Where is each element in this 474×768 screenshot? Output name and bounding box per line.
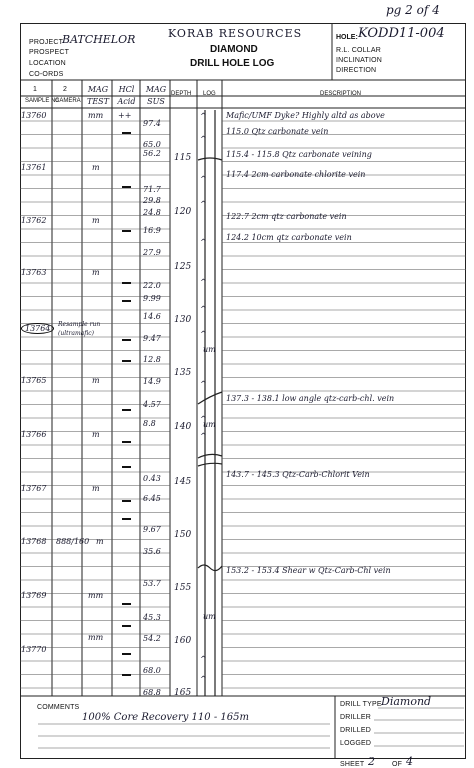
hole-label: HOLE: — [336, 34, 358, 41]
mag-test-value: m — [92, 430, 100, 439]
log-symbol: ^ — [200, 655, 207, 664]
sheet-value: 2 — [368, 755, 375, 768]
location-label: LOCATION — [29, 60, 66, 67]
description-line: 124.2 10cm qtz carbonate vein — [226, 233, 352, 242]
hcl-dash-mark — [122, 603, 131, 605]
hcl-dash-mark — [122, 300, 131, 302]
description-line: Mafic/UMF Dyke? Highly altd as above — [226, 111, 385, 120]
log-symbol: ^ — [200, 415, 207, 424]
col-1-label: 1 — [33, 86, 38, 93]
description-line: 143.7 - 145.3 Qtz-Carb-Chlorit Vein — [226, 470, 370, 479]
company-name: KORAB RESOURCES — [168, 27, 303, 40]
of-label: OF — [392, 761, 403, 768]
sample-no-label: SAMPLE No — [25, 98, 59, 104]
resample-note: Resample run (ultramafic) — [58, 321, 101, 337]
mag-test-value: m — [92, 268, 100, 277]
depth-marker: 120 — [174, 207, 192, 217]
hcl-dash-mark — [122, 339, 131, 341]
log-symbol: um — [203, 345, 216, 354]
mag-sus-value: 97.4 — [143, 119, 161, 128]
depth-label: DEPTH — [171, 91, 192, 97]
project-label: PROJECT — [29, 39, 64, 46]
depth-marker: 135 — [174, 368, 192, 378]
sheet-label: SHEET — [340, 761, 365, 768]
description-line: 137.3 - 138.1 low angle qtz-carb-chl. vein — [226, 394, 395, 403]
hcl-dash-mark — [122, 132, 131, 134]
mag-test-value: m — [92, 484, 100, 493]
sample-no: 13766 — [21, 430, 47, 439]
log-symbol: ^ — [200, 278, 207, 287]
mag-sus-value: 35.6 — [143, 547, 161, 556]
mag-sus-value: 0.43 — [143, 474, 161, 483]
mag-sus-value: 16.9 — [143, 226, 161, 235]
hcl-dash-mark — [122, 230, 131, 232]
description-label: DESCRIPTION — [320, 91, 362, 97]
title-diamond: DIAMOND — [210, 44, 258, 55]
project-value: BATCHELOR — [62, 33, 136, 46]
sample-no: 13760 — [21, 111, 47, 120]
hcl-dash-mark — [122, 625, 131, 627]
col-2-label: 2 — [63, 86, 68, 93]
log-symbol: ^ — [200, 135, 207, 144]
mag-sus-value: 71.7 — [143, 185, 161, 194]
log-symbol: ^ — [200, 305, 207, 314]
depth-marker: 140 — [174, 422, 192, 432]
direction-label: DIRECTION — [336, 67, 377, 74]
depth-marker: 150 — [174, 530, 192, 540]
mag-sus-label: MAG SUS — [145, 85, 167, 106]
mag-test-value: m — [92, 216, 100, 225]
log-symbol: ^ — [200, 432, 207, 441]
depth-marker: 130 — [174, 315, 192, 325]
hcl-dash-mark — [122, 466, 131, 468]
mag-test-label: MAG TEST — [87, 85, 109, 106]
mag-sus-value: 6.45 — [143, 494, 161, 503]
mag-test-value: mm — [88, 591, 104, 600]
depth-marker: 155 — [174, 583, 192, 593]
mag-sus-value: 29.8 — [143, 196, 161, 205]
hcl-dash-mark — [122, 409, 131, 411]
depth-marker: 115 — [174, 153, 192, 163]
page-number: pg 2 of 4 — [386, 3, 440, 17]
hcl-dash-mark — [122, 500, 131, 502]
log-symbol: ^ — [200, 112, 207, 121]
log-symbol: ^ — [200, 380, 207, 389]
logged-label: LOGGED — [340, 740, 372, 747]
log-symbol: ^ — [200, 175, 207, 184]
mag-sus-value: 45.3 — [143, 613, 161, 622]
mag-sus-value: 68.0 — [143, 666, 161, 675]
log-symbol: um — [203, 420, 216, 429]
mag-sus-value: 53.7 — [143, 579, 161, 588]
description-line: 122.7 2cm qtz carbonate vein — [226, 212, 347, 221]
camera-value: 888/160 — [56, 537, 90, 546]
mag-sus-value: 9.67 — [143, 525, 161, 534]
of-value: 4 — [406, 755, 413, 768]
sample-no: 13768 — [21, 537, 47, 546]
log-symbol: ^ — [200, 238, 207, 247]
depth-marker: 145 — [174, 477, 192, 487]
mag-sus-value: 9.99 — [143, 294, 161, 303]
title-drill-hole-log: DRILL HOLE LOG — [190, 58, 275, 69]
coords-label: CO-ORDS — [29, 71, 64, 78]
hcl-acid-label: HCl Acid — [117, 85, 136, 106]
sample-no: 13761 — [21, 163, 47, 172]
drill-type-value: Diamond — [381, 695, 432, 708]
hcl-dash-mark — [122, 186, 131, 188]
drilled-label: DRILLED — [340, 727, 371, 734]
mag-sus-value: 14.6 — [143, 312, 161, 321]
mag-sus-value: 68.8 — [143, 688, 161, 697]
mag-sus-value: 27.9 — [143, 248, 161, 257]
mag-sus-value: 14.9 — [143, 377, 161, 386]
hole-value: KODD11-004 — [358, 26, 445, 41]
description-line: 115.4 - 115.8 Qtz carbonate veining — [226, 150, 372, 159]
mag-test-value: m — [92, 163, 100, 172]
log-symbol: ^ — [200, 200, 207, 209]
mag-sus-value: 4.57 — [143, 400, 161, 409]
mag-test-value: m — [92, 376, 100, 385]
log-label: LOG — [203, 91, 216, 97]
log-symbol: um — [203, 612, 216, 621]
log-symbol: ^ — [200, 675, 207, 684]
rl-collar-label: R.L. COLLAR — [336, 47, 381, 54]
depth-marker: 165 — [174, 688, 192, 698]
camera-label: CAMERA — [55, 98, 81, 104]
description-line: 115.0 Qtz carbonate vein — [226, 127, 329, 136]
mag-sus-value: 8.8 — [143, 419, 156, 428]
hcl-value: ++ — [118, 111, 132, 120]
comments-value: 100% Core Recovery 110 - 165m — [82, 712, 249, 723]
mag-test-value: mm — [88, 633, 104, 642]
mag-test-value: m — [96, 537, 104, 546]
mag-sus-value: 54.2 — [143, 634, 161, 643]
hcl-dash-mark — [122, 674, 131, 676]
sample-no: 13767 — [21, 484, 47, 493]
sample-no: 13769 — [21, 591, 47, 600]
description-line: 117.4 2cm carbonate chlorite vein — [226, 170, 366, 179]
log-symbol: ^ — [200, 330, 207, 339]
hcl-dash-mark — [122, 518, 131, 520]
depth-marker: 125 — [174, 262, 192, 272]
sample-no: 13765 — [21, 376, 47, 385]
sample-no: 13764 — [21, 323, 54, 334]
hcl-dash-mark — [122, 653, 131, 655]
description-line: 153.2 - 153.4 Shear w Qtz-Carb-Chl vein — [226, 566, 391, 575]
comments-label: COMMENTS — [37, 704, 80, 711]
mag-sus-value: 65.0 — [143, 140, 161, 149]
sample-no: 13762 — [21, 216, 47, 225]
sample-no: 13770 — [21, 645, 47, 654]
mag-test-value: mm — [88, 111, 104, 120]
prospect-label: PROSPECT — [29, 49, 70, 56]
driller-label: DRILLER — [340, 714, 371, 721]
hcl-dash-mark — [122, 441, 131, 443]
mag-sus-value: 9.47 — [143, 334, 161, 343]
inclination-label: INCLINATION — [336, 57, 383, 64]
mag-sus-value: 24.8 — [143, 208, 161, 217]
mag-sus-value: 56.2 — [143, 149, 161, 158]
drill-type-label: DRILL TYPE — [340, 701, 382, 708]
sample-no: 13763 — [21, 268, 47, 277]
mag-sus-value: 22.0 — [143, 281, 161, 290]
depth-marker: 160 — [174, 636, 192, 646]
mag-sus-value: 12.8 — [143, 355, 161, 364]
hcl-dash-mark — [122, 282, 131, 284]
hcl-dash-mark — [122, 360, 131, 362]
